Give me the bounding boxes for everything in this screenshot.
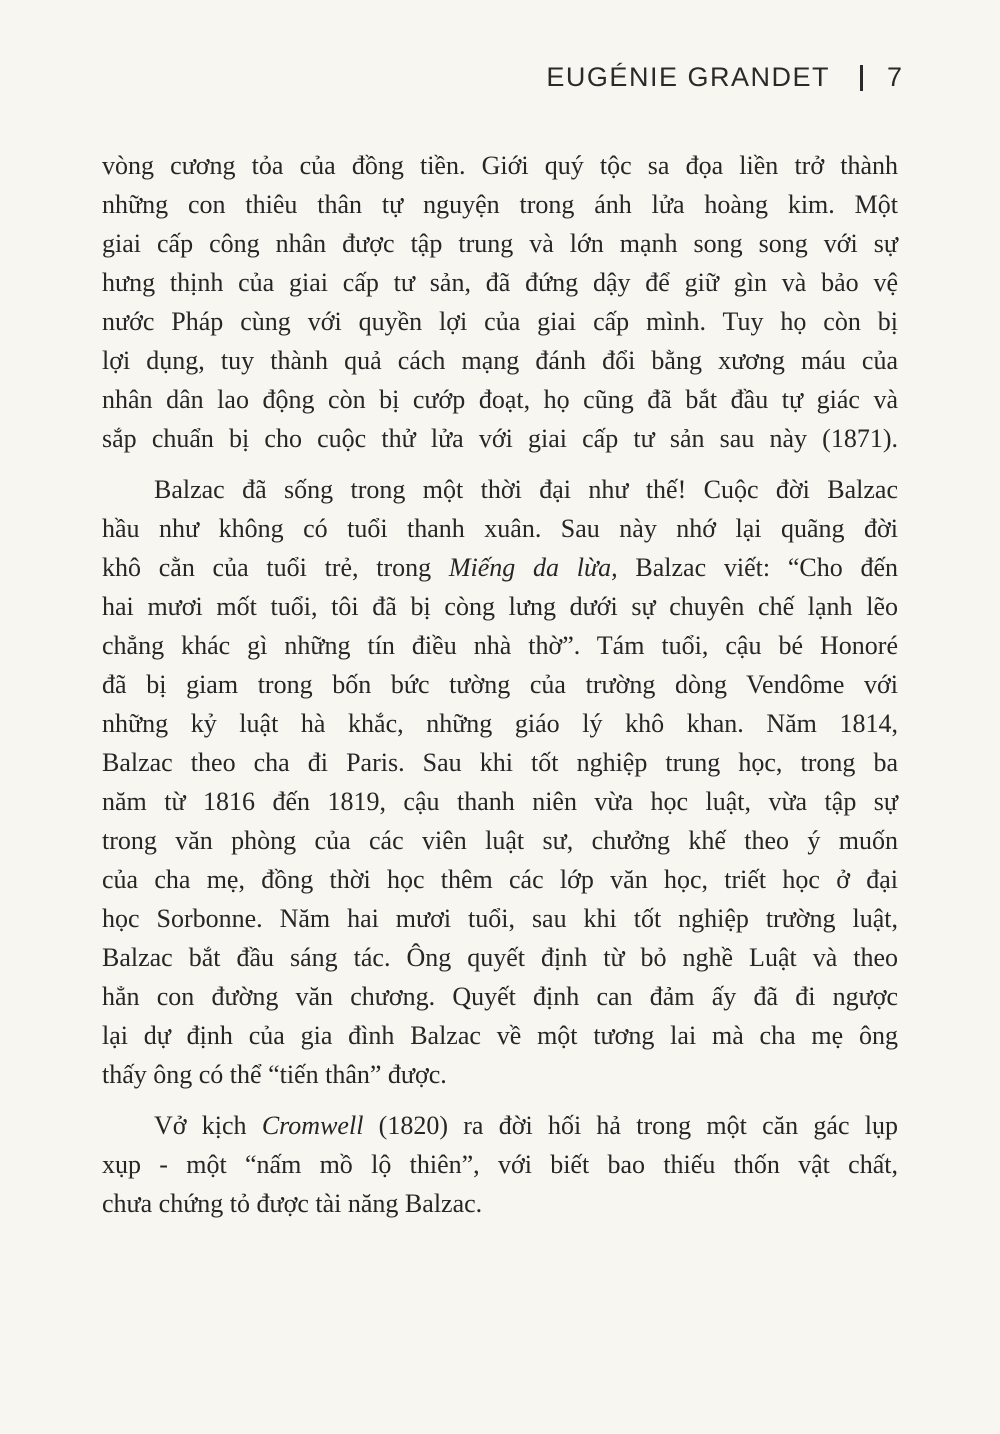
text-line: học Sorbonne. Năm hai mươi tuổi, sau khi tốt nghiệp trường luật, (102, 904, 898, 933)
text-line: hai mươi mốt tuổi, tôi đã bị còng lưng dưới sự chuyên chế lạnh lẽo (102, 592, 898, 621)
text-line: chẳng khác gì những tín điều nhà thờ”. Tám tuổi, cậu bé Honoré (102, 631, 898, 660)
text-line: nước Pháp cùng với quyền lợi của giai cấp mình. Tuy họ còn bị (102, 307, 898, 336)
running-header (546, 62, 902, 93)
text-line: năm từ 1816 đến 1819, cậu thanh niên vừa học luật, vừa tập sự (102, 787, 898, 816)
text-run: khô cằn của tuổi trẻ, trong (102, 553, 449, 582)
text-run: Vở kịch (154, 1111, 262, 1140)
text-line (102, 548, 898, 587)
page-number: 7 (886, 62, 902, 92)
paragraph-3 (102, 1106, 898, 1223)
book-title: EUGÉNIE GRANDET (546, 62, 830, 92)
text-line: hẳn con đường văn chương. Quyết định can đảm ấy đã đi ngược (102, 982, 898, 1011)
text-line: lại dự định của gia đình Balzac về một tương lai mà cha mẹ ông (102, 1021, 898, 1050)
paragraph-1 (102, 146, 898, 458)
text-line (102, 1106, 898, 1145)
text-line: những con thiêu thân tự nguyện trong ánh lửa hoàng kim. Một (102, 190, 898, 219)
paragraph-gap (102, 1094, 898, 1106)
body-text (102, 146, 898, 1223)
text-line: vòng cương tỏa của đồng tiền. Giới quý tộc sa đọa liền trở thành (102, 151, 898, 180)
text-line: chưa chứng tỏ được tài năng Balzac. (102, 1189, 483, 1218)
text-line: sắp chuẩn bị cho cuộc thử lửa với giai cấp tư sản sau này (1871). (102, 424, 898, 453)
text-line: đã bị giam trong bốn bức tường của trường dòng Vendôme với (102, 670, 898, 699)
paragraph-gap (102, 458, 898, 470)
text-run: (1820) ra đời hối hả trong một căn gác lụp (363, 1111, 898, 1140)
header-separator (860, 65, 863, 91)
text-run: Balzac viết: “Cho đến (617, 553, 898, 582)
text-line: giai cấp công nhân được tập trung và lớn mạnh song song với sự (102, 229, 898, 258)
text-line: nhân dân lao động còn bị cướp đoạt, họ cũng đã bắt đầu tự giác và (102, 385, 898, 414)
play-title-italic: Cromwell (261, 1111, 364, 1140)
book-title-italic: Miếng da lừa, (448, 553, 618, 582)
text-line: xụp - một “nấm mồ lộ thiên”, với biết bao thiếu thốn vật chất, (102, 1150, 898, 1179)
text-line: thấy ông có thể “tiến thân” được. (102, 1060, 447, 1089)
text-line: hầu như không có tuổi thanh xuân. Sau này nhớ lại quãng đời (102, 514, 898, 543)
paragraph-2 (102, 470, 898, 1094)
text-line: Balzac theo cha đi Paris. Sau khi tốt nghiệp trung học, trong ba (102, 748, 898, 777)
text-line: Balzac đã sống trong một thời đại như thế! Cuộc đời Balzac (154, 475, 898, 504)
text-line: của cha mẹ, đồng thời học thêm các lớp văn học, triết học ở đại (102, 865, 898, 894)
text-line: những kỷ luật hà khắc, những giáo lý khô khan. Năm 1814, (102, 709, 898, 738)
text-line: trong văn phòng của các viên luật sư, chưởng khế theo ý muốn (102, 826, 898, 855)
text-line: Balzac bắt đầu sáng tác. Ông quyết định từ bỏ nghề Luật và theo (102, 943, 898, 972)
text-line: hưng thịnh của giai cấp tư sản, đã đứng dậy để giữ gìn và bảo vệ (102, 268, 898, 297)
text-line: lợi dụng, tuy thành quả cách mạng đánh đổi bằng xương máu của (102, 346, 898, 375)
